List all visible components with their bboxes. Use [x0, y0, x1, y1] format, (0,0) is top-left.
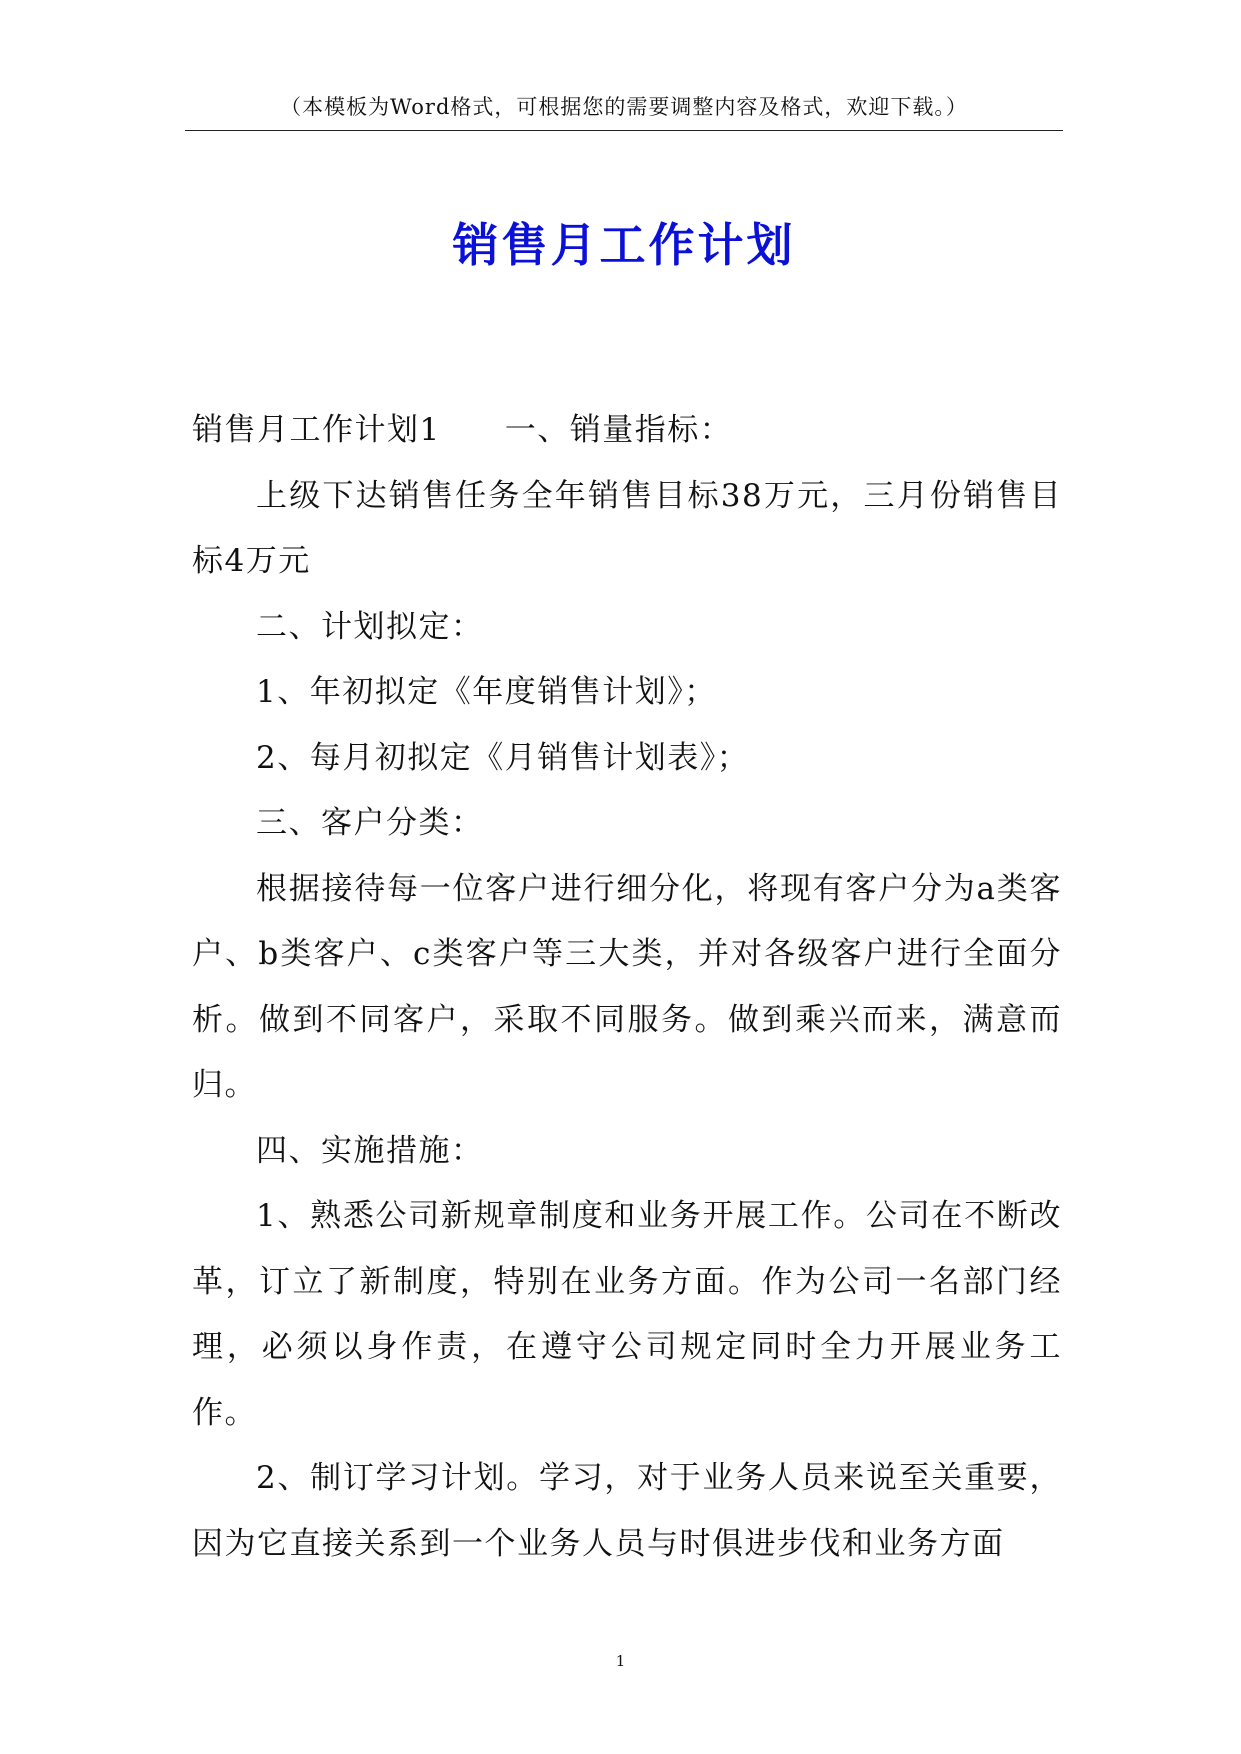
section-heading: 四、实施措施： [256, 1132, 484, 1169]
paragraph: 上级下达销售任务全年销售目标38万元，三月份销售目标4万元 [192, 477, 1062, 579]
paragraph: 2、每月初拟定《月销售计划表》； [256, 739, 750, 776]
section-heading: 二、计划拟定： [256, 608, 484, 645]
header-note: （本模板为Word格式，可根据您的需要调整内容及格式，欢迎下载。） [280, 95, 968, 119]
page-number: 1 [615, 1652, 626, 1670]
header-divider [185, 130, 1063, 131]
paragraph: 1、年初拟定《年度销售计划》； [256, 674, 717, 710]
section-heading: 三、客户分类： [256, 805, 484, 841]
paragraph: 1、熟悉公司新规章制度和业务开展工作。公司在不断改革，订立了新制度，特别在业务方面。作为公司一名部门经理，必须以身作责，在遵守公司规定同时全力开展业务工作。 [192, 1198, 1062, 1431]
paragraph: 根据接待每一位客户进行细分化，将现有客户分为a类客户、b类客户、c类客户等三大类，并对各级客户进行全面分析。做到不同客户，采取不同服务。做到乘兴而来，满意而归。 [192, 870, 1062, 1103]
document-title: 销售月工作计划 [452, 218, 796, 272]
section-heading: 一、销量指标： [504, 412, 733, 448]
document-body [192, 398, 1062, 1577]
paragraph: 2、制订学习计划。学习，对于业务人员来说至关重要，因为它直接关系到一个业务人员与时俱进步伐和业务方面 [192, 1460, 1062, 1562]
paragraph-heading-line [192, 398, 1062, 464]
plan-heading: 销售月工作计划1 [192, 412, 441, 448]
